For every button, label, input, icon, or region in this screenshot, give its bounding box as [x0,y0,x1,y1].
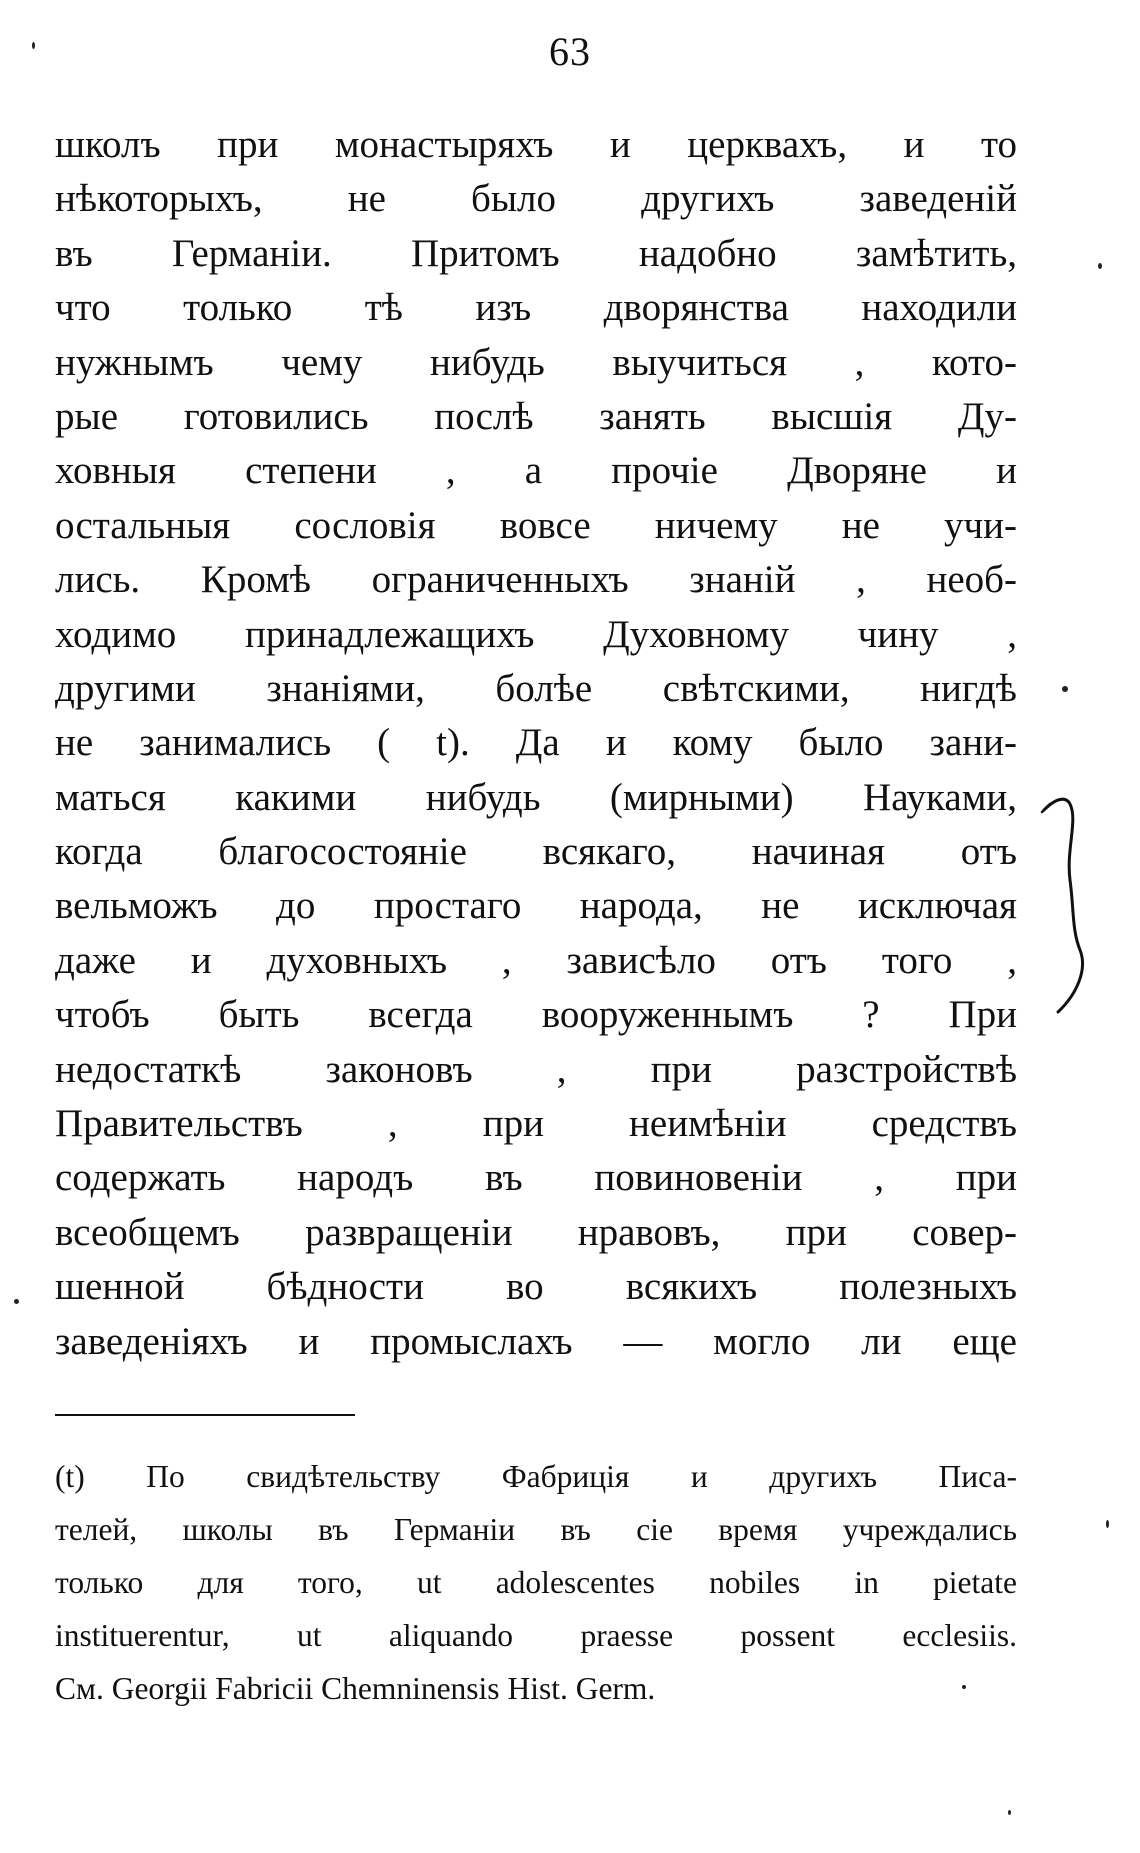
body-line: въ Германіи. Притомъ надобно замѣтить, [55,231,1017,275]
footnote [55,1450,1017,1715]
print-speck [1008,1810,1011,1815]
body-line: вельможъ до простаго народа, не исключая [55,884,1017,928]
body-text [55,118,1017,1369]
print-speck [962,1685,966,1689]
body-line: Правительствъ , при неимѣніи средствъ [55,1102,1017,1146]
page-number: 63 [549,29,591,74]
footnote-line: только для того, ut adolescentes nobiles in pietate [55,1565,1017,1600]
body-line: чтобъ быть всегда вооруженнымъ ? При [55,993,1017,1037]
handwritten-brace-mark [1036,790,1106,1020]
footnote-rule [55,1414,355,1416]
body-line: содержать народъ въ повиновеніи , при [55,1156,1017,1200]
print-speck [1106,1520,1109,1528]
body-line: всеобщемъ развращеніи нравовъ, при совер- [55,1210,1017,1254]
body-line: школъ при монастыряхъ и церквахъ, и то [55,123,1017,166]
print-speck [1098,263,1102,269]
body-line: остальныя сословія вовсе ничему не учи- [55,503,1017,547]
body-line: недостаткѣ законовъ , при разстройствѣ [55,1047,1017,1091]
body-line: даже и духовныхъ , зависѣло отъ того , [55,938,1017,982]
body-line: когда благосостояніе всякаго, начиная отъ [55,830,1017,874]
body-line: шенной бѣдности во всякихъ полезныхъ [55,1265,1017,1309]
body-line: заведеніяхъ и промыслахъ — могло ли еще [55,1319,1017,1363]
body-line: что только тѣ изъ дворянства находили [55,286,1017,330]
print-speck [14,1299,19,1304]
body-line: ходимо принадлежащихъ Духовному чину , [55,612,1017,656]
print-speck [32,42,35,49]
body-line: ховныя степени , а прочіе Дворяне и [55,449,1017,493]
body-line: нужнымъ чему нибудь выучиться , кото- [55,340,1017,384]
body-line: другими знаніями, болѣе свѣтскими, нигдѣ [55,666,1017,710]
body-line: нѣкоторыхъ, не было другихъ заведеній [55,177,1017,221]
body-line: лись. Кромѣ ограниченныхъ знаній , необ- [55,558,1017,602]
footnote-line: (t) По свидѣтельству Фабриція и другихъ Писа- [55,1459,1017,1494]
body-line: рые готовились послѣ занять высшія Ду- [55,394,1017,438]
body-line: не занимались ( t). Да и кому было зани- [55,721,1017,765]
footnote-line: instituerentur, ut aliquando praesse possent ecclesiis. [55,1618,1017,1653]
print-speck [1062,686,1068,692]
footnote-line: См. Georgii Fabricii Chemninensis Hist. Germ. [55,1671,656,1706]
footnote-line: телей, школы въ Германіи въ сіе время учреждались [55,1512,1017,1547]
body-line: маться какими нибудь (мирными) Науками, [55,775,1017,819]
